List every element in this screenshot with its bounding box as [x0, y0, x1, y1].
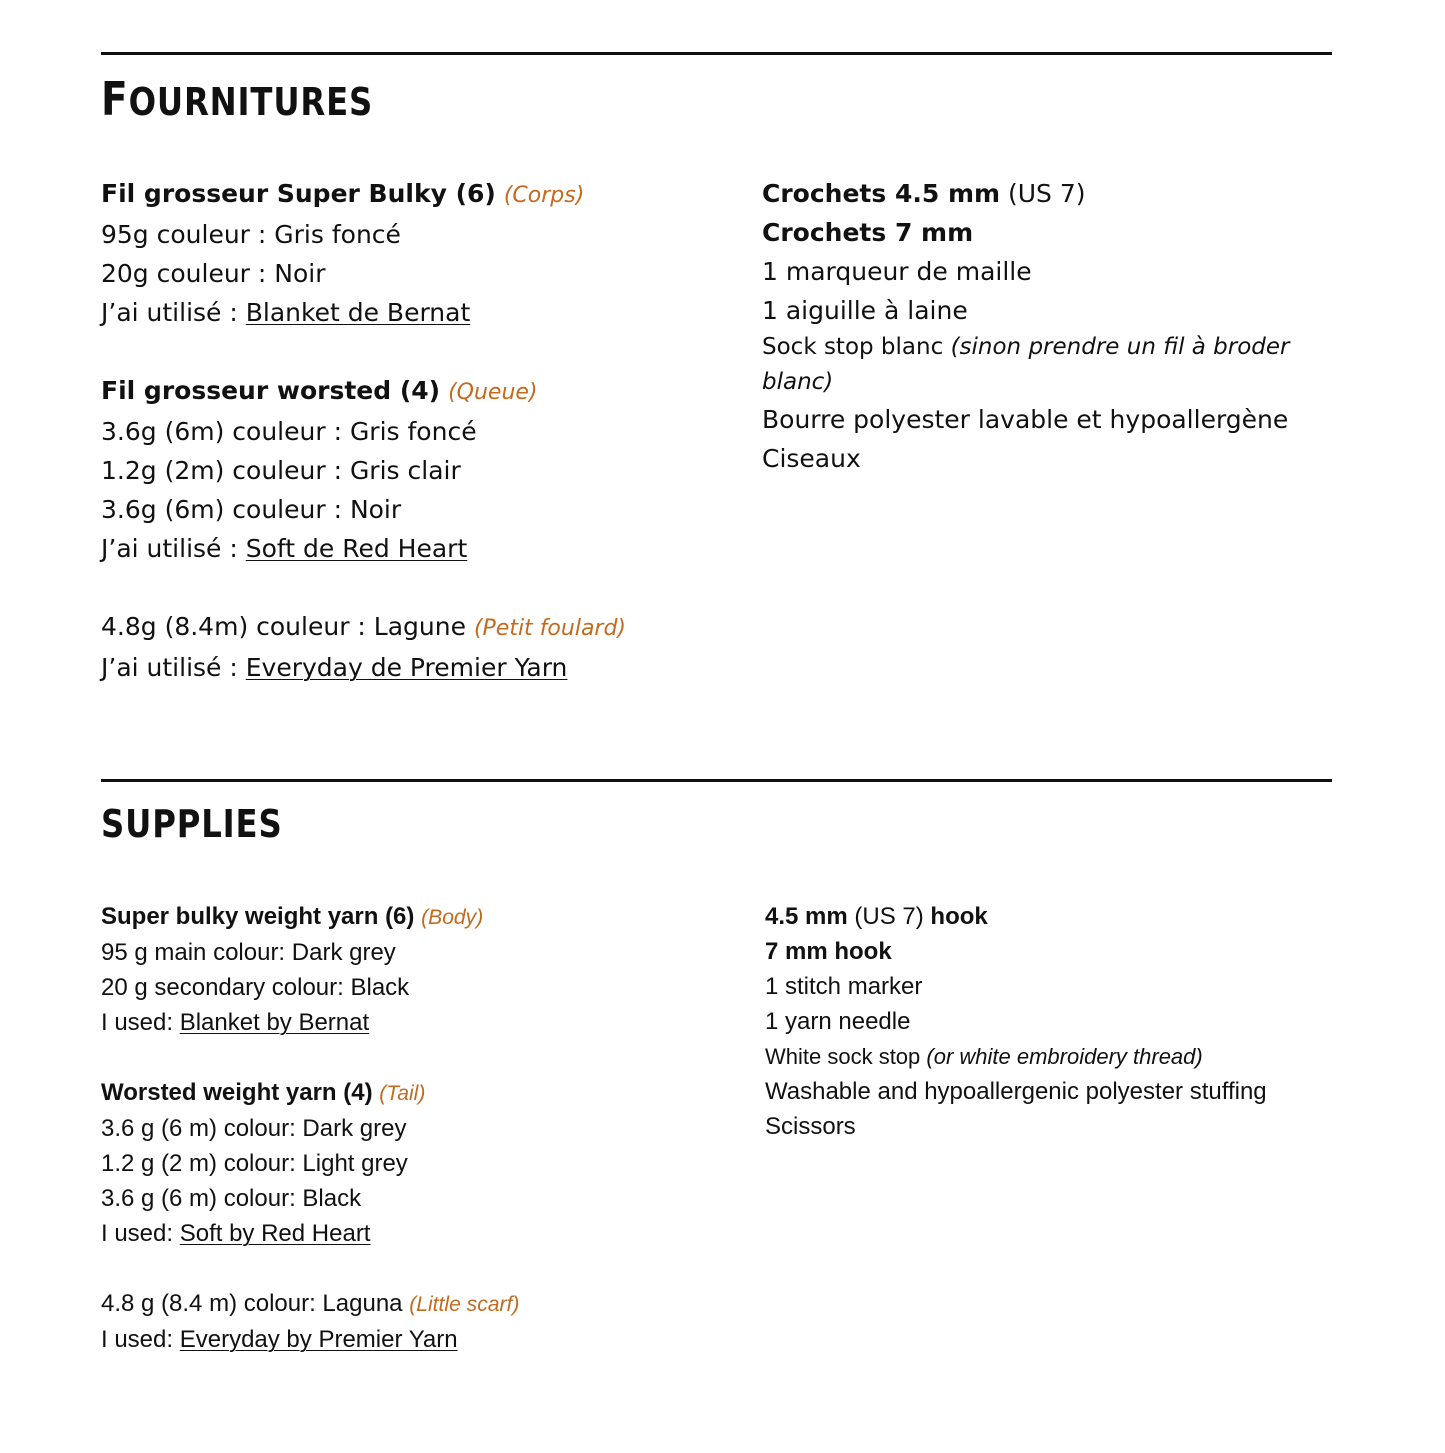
tool-item: Scissors: [765, 1113, 856, 1140]
section-heading: SUPPLIES: [101, 802, 283, 846]
yarn-line: 3.6 g (6 m) colour: Dark grey: [101, 1115, 407, 1142]
fournitures-section: [101, 52, 1332, 732]
yarn-link-blanket[interactable]: Blanket by Bernat: [179, 1009, 370, 1036]
yarn-note: (Body): [421, 906, 484, 929]
yarn-note: (Tail): [379, 1082, 426, 1105]
hook-item: Crochets 7 mm: [762, 218, 974, 247]
tool-item: White sock stop (or white embroidery thread): [765, 1044, 1203, 1069]
yarn-title: Fil grosseur worsted (4) (Queue): [101, 376, 538, 405]
yarn-line: 3.6g (6m) couleur : Noir: [101, 495, 402, 524]
hook-item: 7 mm hook: [765, 938, 892, 965]
tool-item: 1 marqueur de maille: [762, 257, 1032, 286]
section-divider: [101, 52, 1332, 55]
yarn-note: (Corps): [503, 183, 585, 208]
yarn-link-everyday[interactable]: Everyday de Premier Yarn: [245, 653, 568, 682]
yarn-column: [101, 174, 721, 687]
tool-item: Ciseaux: [762, 444, 861, 473]
yarn-title: Worsted weight yarn (4) (Tail): [101, 1079, 426, 1106]
yarn-line: 20 g secondary colour: Black: [101, 974, 410, 1001]
tools-column: [765, 899, 1332, 1144]
tool-item: 1 aiguille à laine: [762, 296, 968, 325]
yarn-link-soft[interactable]: Soft de Red Heart: [245, 534, 468, 563]
yarn-line: 4.8 g (8.4 m) colour: Laguna (Little scarf): [101, 1290, 520, 1317]
yarn-note: (Petit foulard): [473, 616, 627, 641]
yarn-used: I used: Blanket by Bernat: [101, 1009, 370, 1036]
yarn-column: [101, 899, 721, 1357]
yarn-line: 20g couleur : Noir: [101, 259, 326, 288]
tool-item: 1 stitch marker: [765, 973, 923, 1000]
yarn-link-blanket[interactable]: Blanket de Bernat: [245, 298, 471, 327]
yarn-note: (Queue): [448, 380, 538, 405]
yarn-line: 4.8g (8.4m) couleur : Lagune (Petit foulard): [101, 612, 627, 641]
hook-item: 4.5 mm (US 7) hook: [765, 903, 988, 930]
yarn-link-soft[interactable]: Soft by Red Heart: [179, 1220, 371, 1247]
yarn-used: J’ai utilisé : Soft de Red Heart: [101, 534, 468, 563]
yarn-used: J’ai utilisé : Blanket de Bernat: [101, 298, 471, 327]
supplies-section: [101, 779, 1332, 1379]
tool-item: Bourre polyester lavable et hypoallergène: [762, 405, 1289, 434]
yarn-line: 3.6g (6m) couleur : Gris foncé: [101, 417, 477, 446]
yarn-line: 95 g main colour: Dark grey: [101, 939, 396, 966]
yarn-line: 95g couleur : Gris foncé: [101, 220, 401, 249]
yarn-line: 1.2 g (2 m) colour: Light grey: [101, 1150, 408, 1177]
tool-item: Sock stop blanc (sinon prendre un fil à broder blanc): [762, 334, 1290, 395]
yarn-line: 3.6 g (6 m) colour: Black: [101, 1185, 362, 1212]
yarn-used: I used: Everyday by Premier Yarn: [101, 1326, 458, 1353]
tool-item: 1 yarn needle: [765, 1008, 911, 1035]
yarn-used: I used: Soft by Red Heart: [101, 1220, 371, 1247]
yarn-link-everyday[interactable]: Everyday by Premier Yarn: [179, 1326, 458, 1353]
yarn-title: Super bulky weight yarn (6) (Body): [101, 903, 484, 930]
yarn-used: J’ai utilisé : Everyday de Premier Yarn: [101, 653, 568, 682]
yarn-title: Fil grosseur Super Bulky (6) (Corps): [101, 179, 585, 208]
hook-item: Crochets 4.5 mm (US 7): [762, 179, 1086, 208]
tool-item: Washable and hypoallergenic polyester stuffing: [765, 1078, 1267, 1105]
tools-column: [762, 174, 1332, 478]
section-heading: FOURNITURES: [101, 72, 374, 126]
section-divider: [101, 779, 1332, 782]
yarn-line: 1.2g (2m) couleur : Gris clair: [101, 456, 461, 485]
yarn-note: (Little scarf): [409, 1293, 520, 1316]
